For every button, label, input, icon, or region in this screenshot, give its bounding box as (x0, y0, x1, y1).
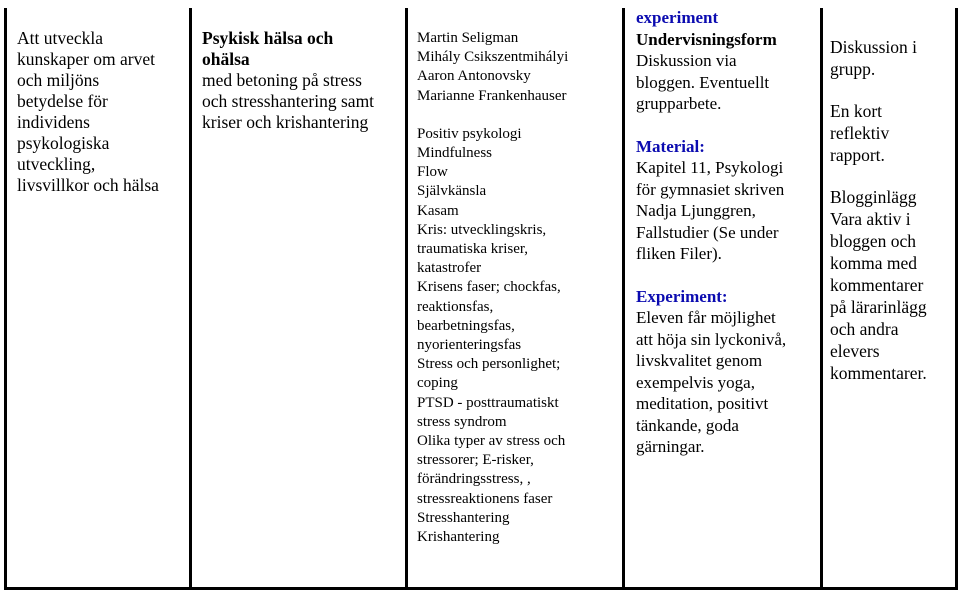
material-line: Kapitel 11, Psykologi (636, 158, 784, 177)
topic-line: reaktionsfas, (417, 298, 494, 315)
experiment-heading: Experiment: (636, 286, 728, 306)
topic-line: Krishantering (417, 529, 500, 546)
assessment-line: på lärarinlägg (830, 297, 927, 317)
topic-line: bearbetningsfas, (417, 317, 515, 334)
topic-line: coping (417, 375, 458, 392)
form-line: bloggen. Eventuellt (636, 72, 770, 92)
topic-line: Positiv psykologi (417, 125, 522, 142)
goal-line: psykologiska (17, 133, 110, 153)
topic-line: Stress och personlighet; (417, 356, 561, 373)
goal-line: betydelse för (17, 91, 108, 111)
topic-line: stressreaktionens faser (417, 490, 553, 507)
assessment-line: En kort (830, 101, 883, 121)
material-heading: Material: (636, 136, 705, 156)
topic-line: Kasam (417, 202, 459, 219)
experiment-line: gärningar. (636, 437, 705, 456)
material-line: för gymnasiet skriven (636, 179, 785, 199)
topic-line: stress syndrom (417, 413, 507, 430)
researcher-name: Martin Seligman (417, 30, 519, 46)
experiment-line: exempelvis yoga, (636, 372, 755, 392)
goal-cell (17, 8, 185, 196)
topic-line: Självkänsla (417, 183, 487, 200)
table-left-border (4, 8, 7, 589)
topic-line: Flow (417, 164, 448, 181)
researcher-name: Mihály Csikszentmihályi (417, 49, 569, 66)
goal-line: och miljöns (17, 70, 100, 90)
assessment-line: elevers (830, 341, 880, 361)
assessment-line: bloggen och (830, 231, 917, 251)
assessment-line: Diskussion i (830, 37, 918, 57)
topic-line: katastrofer (417, 260, 482, 277)
assessment-line: kommentarer. (830, 363, 927, 383)
theme-title: ohälsa (202, 49, 250, 69)
column-divider (820, 8, 823, 589)
assessment-line: och andra (830, 319, 899, 339)
assessment-line: kommentarer (830, 275, 924, 295)
goal-line: livsvillkor och hälsa (17, 175, 159, 195)
material-line: Nadja Ljunggren, (636, 201, 756, 220)
assessment-line: grupp. (830, 59, 876, 79)
content-cell (417, 8, 617, 547)
assessment-line: Blogginlägg (830, 187, 917, 207)
goal-line: Att utveckla (17, 28, 104, 48)
theme-title: Psykisk hälsa och (202, 28, 334, 48)
topic-line: nyorienteringsfas (417, 337, 522, 354)
theme-cell (202, 8, 398, 133)
theme-subtitle: och stresshantering samt (202, 91, 375, 111)
topic-line: Olika typer av stress och (417, 433, 566, 450)
topic-line: förändringsstress, , (417, 471, 531, 488)
form-heading: Undervisningsform (636, 29, 777, 49)
topic-line: PTSD - posttraumatiskt (417, 394, 559, 411)
material-line: fliken Filer). (636, 244, 722, 263)
experiment-line: livskvalitet genom (636, 351, 763, 370)
column-divider (405, 8, 408, 589)
material-line: Fallstudier (Se under (636, 222, 779, 242)
theme-subtitle: med betoning på stress (202, 70, 362, 90)
goal-line: individens (17, 112, 90, 132)
assessment-line: komma med (830, 253, 917, 273)
form-line: grupparbete. (636, 94, 722, 113)
experiment-line: meditation, positivt (636, 394, 769, 413)
experiment-top-heading: experiment (636, 8, 719, 27)
assessment-line: reflektiv (830, 123, 890, 143)
goal-line: kunskaper om arvet (17, 49, 156, 69)
theme-subtitle: kriser och krishantering (202, 112, 369, 132)
experiment-line: tänkande, goda (636, 415, 739, 435)
method-cell (636, 8, 818, 458)
topic-line: Kris: utvecklingskris, (417, 221, 547, 238)
experiment-line: Eleven får möjlighet (636, 308, 776, 327)
goal-line: utveckling, (17, 154, 96, 174)
topic-line: Mindfulness (417, 145, 492, 162)
assessment-line: Vara aktiv i (830, 209, 911, 229)
topic-line: Stresshantering (417, 509, 510, 526)
experiment-line: att höja sin lyckonivå, (636, 329, 787, 349)
assessment-line: rapport. (830, 145, 885, 165)
form-line: Diskussion via (636, 51, 737, 70)
column-divider (622, 8, 625, 589)
topic-line: Krisens faser; chockfas, (417, 279, 561, 296)
researcher-name: Aaron Antonovsky (417, 68, 531, 85)
table-right-border (955, 8, 958, 589)
column-divider (189, 8, 192, 589)
researcher-name: Marianne Frankenhauser (417, 87, 567, 104)
assessment-cell (830, 8, 954, 384)
topic-line: stressorer; E-risker, (417, 452, 534, 469)
topic-line: traumatiska kriser, (417, 241, 529, 258)
